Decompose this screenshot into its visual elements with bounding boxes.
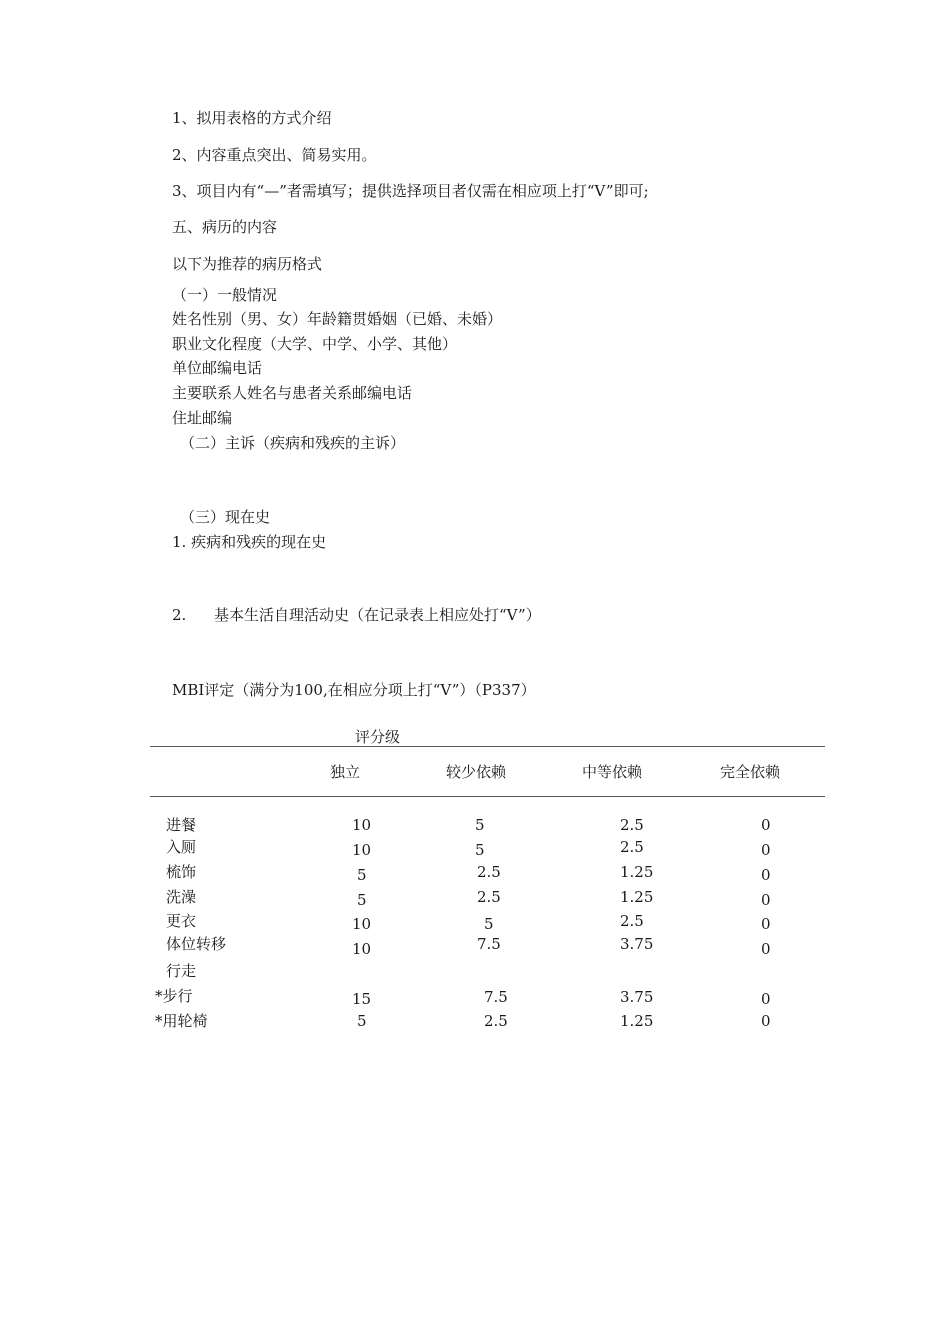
value-moderate-dependence: 2.5 <box>620 838 644 856</box>
value-slight-dependence: 7.5 <box>484 988 508 1006</box>
value-full-dependence: 0 <box>761 1012 771 1030</box>
value-independent: 15 <box>352 990 372 1008</box>
row-label: 进餐 <box>166 816 197 834</box>
value-full-dependence: 0 <box>761 940 771 958</box>
general-info-line: 姓名性别（男、女）年龄籍贯婚姻（已婚、未婚） <box>172 310 503 328</box>
value-independent: 10 <box>352 816 372 834</box>
value-slight-dependence: 2.5 <box>484 1012 508 1030</box>
value-independent: 10 <box>352 841 372 859</box>
general-info-line: 职业文化程度（大学、中学、小学、其他） <box>172 335 458 353</box>
general-info-heading: （一）一般情况 <box>172 286 278 304</box>
value-moderate-dependence: 3.75 <box>620 935 654 953</box>
value-moderate-dependence: 1.25 <box>620 888 654 906</box>
row-label: 体位转移 <box>166 935 227 953</box>
present-history-heading: （三）现在史 <box>180 508 271 526</box>
value-slight-dependence: 2.5 <box>477 888 501 906</box>
row-label: 入厕 <box>166 838 197 856</box>
value-independent: 10 <box>352 940 372 958</box>
row-label: 梳饰 <box>166 863 197 881</box>
value-full-dependence: 0 <box>761 891 771 909</box>
value-moderate-dependence: 1.25 <box>620 1012 654 1030</box>
value-moderate-dependence: 2.5 <box>620 912 644 930</box>
present-history-item-1: 1. 疾病和残疾的现在史 <box>172 533 327 551</box>
table-header-rule <box>150 796 825 797</box>
grade-label: 评分级 <box>355 728 401 746</box>
value-full-dependence: 0 <box>761 816 771 834</box>
value-slight-dependence: 5 <box>475 816 485 834</box>
value-moderate-dependence: 2.5 <box>620 816 644 834</box>
value-full-dependence: 0 <box>761 915 771 933</box>
value-full-dependence: 0 <box>761 990 771 1008</box>
column-header-full-dependence: 完全依赖 <box>720 763 781 781</box>
general-info-line: 主要联系人姓名与患者关系邮编电话 <box>172 384 413 402</box>
row-label: *用轮椅 <box>155 1012 208 1030</box>
paragraph-2: 2、内容重点突出、简易实用。 <box>172 146 377 164</box>
value-independent: 5 <box>357 866 367 884</box>
row-label: *步行 <box>155 987 193 1005</box>
chief-complaint-heading: （二）主诉（疾病和残疾的主诉） <box>180 434 406 452</box>
mbi-title: MBI评定（满分为100,在相应分项上打“V”）（P337） <box>172 681 536 699</box>
value-full-dependence: 0 <box>761 866 771 884</box>
paragraph-1: 1、拟用表格的方式介绍 <box>172 109 332 127</box>
value-independent: 5 <box>357 1012 367 1030</box>
value-moderate-dependence: 1.25 <box>620 863 654 881</box>
value-full-dependence: 0 <box>761 841 771 859</box>
value-slight-dependence: 2.5 <box>477 863 501 881</box>
value-slight-dependence: 5 <box>484 915 494 933</box>
row-label: 更衣 <box>166 912 197 930</box>
value-independent: 10 <box>352 915 372 933</box>
table-top-rule <box>150 746 825 747</box>
row-label: 洗澡 <box>166 888 197 906</box>
value-slight-dependence: 5 <box>475 841 485 859</box>
column-header-slight-dependence: 较少依赖 <box>446 763 507 781</box>
row-label: 行走 <box>166 962 197 980</box>
paragraph-3: 3、项目内有“—”者需填写；提供选择项目者仅需在相应项上打“V”即可; <box>172 182 649 200</box>
general-info-line: 住址邮编 <box>172 409 233 427</box>
present-history-item-2-text: 基本生活自理活动史（在记录表上相应处打“V”） <box>214 606 541 624</box>
value-moderate-dependence: 3.75 <box>620 988 654 1006</box>
section-heading-5: 五、病历的内容 <box>172 218 278 236</box>
column-header-independent: 独立 <box>330 763 361 781</box>
general-info-line: 单位邮编电话 <box>172 359 263 377</box>
value-slight-dependence: 7.5 <box>477 935 501 953</box>
present-history-item-2-number: 2. <box>172 606 187 624</box>
column-header-moderate-dependence: 中等依赖 <box>582 763 643 781</box>
paragraph-recommended-format: 以下为推荐的病历格式 <box>172 255 323 273</box>
value-independent: 5 <box>357 891 367 909</box>
